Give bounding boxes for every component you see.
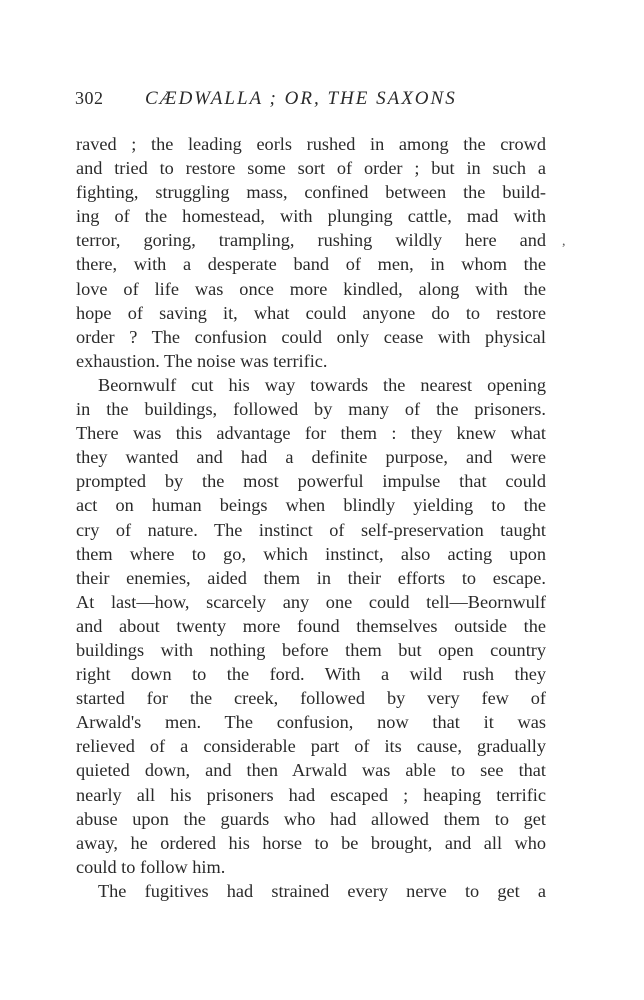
page-header bbox=[75, 88, 555, 114]
text-line: abuse upon the guards who had allowed them to get bbox=[76, 808, 546, 829]
text-line: nearly all his prisoners had escaped ; heaping terrific bbox=[76, 784, 546, 805]
text-line: buildings with nothing before them but open country bbox=[76, 639, 546, 660]
text-line: relieved of a considerable part of its cause, gradually bbox=[76, 736, 546, 757]
text-line: ing of the homestead, with plunging cattle, mad with bbox=[76, 206, 546, 227]
text-line: started for the creek, followed by very few of bbox=[76, 688, 546, 709]
text-line: and tried to restore some sort of order ; but in such a bbox=[76, 158, 546, 179]
text-line: in the buildings, followed by many of the prisoners. bbox=[76, 399, 546, 420]
text-line: they wanted and had a definite purpose, and were bbox=[76, 447, 546, 468]
text-line: Beornwulf cut his way towards the nearest opening bbox=[98, 374, 546, 395]
text-line: terror, goring, trampling, rushing wildly here and bbox=[76, 230, 546, 251]
text-line: fighting, struggling mass, confined between the build- bbox=[76, 182, 546, 203]
text-line: hope of saving it, what could anyone do to restore bbox=[76, 302, 546, 323]
text-line: their enemies, aided them in their efforts to escape. bbox=[76, 567, 546, 588]
text-line: away, he ordered his horse to be brought, and all who bbox=[76, 832, 546, 853]
text-line: exhaustion. The noise was terrific. bbox=[76, 350, 328, 371]
page-number: 302 bbox=[75, 88, 104, 108]
text-line: could to follow him. bbox=[76, 856, 226, 877]
text-line: and about twenty more found themselves outside the bbox=[76, 615, 546, 636]
text-line: Arwald's men. The confusion, now that it was bbox=[76, 712, 546, 733]
text-line: raved ; the leading eorls rushed in among the crowd bbox=[76, 134, 546, 154]
text-line: The fugitives had strained every nerve to get a bbox=[98, 880, 546, 901]
text-line: At last—how, scarcely any one could tell—Beornwulf bbox=[76, 591, 546, 612]
text-line: act on human beings when blindly yielding to the bbox=[76, 495, 546, 516]
running-title: CÆDWALLA ; OR, THE SAXONS bbox=[145, 88, 457, 109]
text-line: there, with a desperate band of men, in whom the bbox=[76, 254, 546, 275]
text-line: quieted down, and then Arwald was able to see that bbox=[76, 760, 546, 781]
text-line: cry of nature. The instinct of self-preservation taught bbox=[76, 519, 546, 540]
margin-mark: , bbox=[562, 234, 566, 249]
text-line: love of life was once more kindled, along with the bbox=[76, 278, 546, 299]
text-line: There was this advantage for them : they knew what bbox=[76, 423, 546, 444]
text-line: them where to go, which instinct, also acting upon bbox=[76, 543, 546, 564]
text-line: right down to the ford. With a wild rush they bbox=[76, 664, 546, 685]
text-line: order ? The confusion could only cease with physical bbox=[76, 326, 546, 347]
body-text bbox=[76, 132, 546, 903]
text-line: prompted by the most powerful impulse that could bbox=[76, 471, 546, 492]
